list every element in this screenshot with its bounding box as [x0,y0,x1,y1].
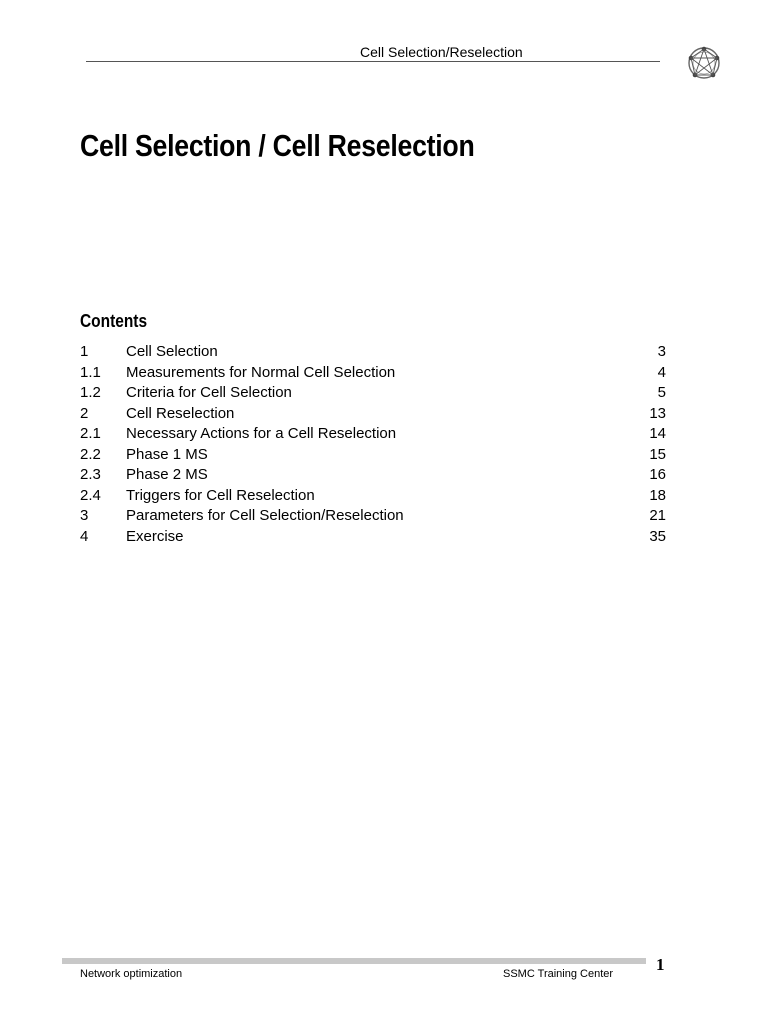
toc-entry-title: Cell Reselection [126,404,235,422]
toc-entry [80,445,666,466]
toc-entry-number: 1 [80,343,89,360]
toc-entry-number: 4 [80,527,89,545]
toc-entry-page: 3 [657,343,666,360]
toc-entry-title: Phase 1 MS [126,445,208,463]
toc-entry-number: 2 [80,404,89,422]
toc-entry-title: Necessary Actions for a Cell Reselection [126,425,397,442]
toc-entry [80,342,666,363]
toc-entry-page: 13 [649,404,666,422]
toc-entry-number: 2.3 [80,466,101,483]
toc-entry [80,363,666,384]
toc-entry [80,404,666,425]
toc-entry-page: 4 [657,363,666,381]
toc-entry [80,506,666,527]
footer-left-text: Network optimization [80,968,183,980]
toc-entry-number: 2.1 [80,425,101,442]
table-of-contents [80,342,666,547]
toc-entry-number: 2.4 [80,486,101,504]
footer-right-text: SSMC Training Center [503,968,614,980]
toc-entry [80,486,666,507]
toc-entry-page: 35 [649,527,666,545]
toc-entry-title: Measurements for Normal Cell Selection [126,363,396,381]
page-title: Cell Selection / Cell Reselection [80,128,475,163]
toc-entry-page: 21 [649,507,666,524]
network-globe-icon [686,46,722,80]
toc-entry-number: 3 [80,507,89,524]
toc-entry-title: Criteria for Cell Selection [126,384,292,401]
toc-entry [80,465,666,486]
toc-entry-title: Exercise [126,527,184,545]
toc-entry-page: 16 [649,466,666,483]
toc-entry-title: Cell Selection [126,343,218,360]
footer-bar [62,958,646,964]
toc-entry-number: 2.2 [80,445,101,463]
toc-entry-page: 15 [649,445,666,463]
running-header: Cell Selection/Reselection [360,44,523,60]
toc-entry-title: Phase 2 MS [126,466,208,483]
toc-entry-page: 18 [649,486,666,504]
toc-entry-page: 5 [657,384,666,401]
toc-entry [80,383,666,404]
toc-entry-title: Triggers for Cell Reselection [126,486,315,504]
page-number: 1 [656,955,665,974]
contents-heading: Contents [80,311,148,331]
toc-entry-title: Parameters for Cell Selection/Reselection [126,507,404,524]
toc-entry-number: 1.1 [80,363,101,381]
header-rule [86,61,660,62]
toc-entry [80,527,666,548]
toc-entry-page: 14 [649,425,666,442]
toc-entry-number: 1.2 [80,384,101,401]
toc-entry [80,424,666,445]
